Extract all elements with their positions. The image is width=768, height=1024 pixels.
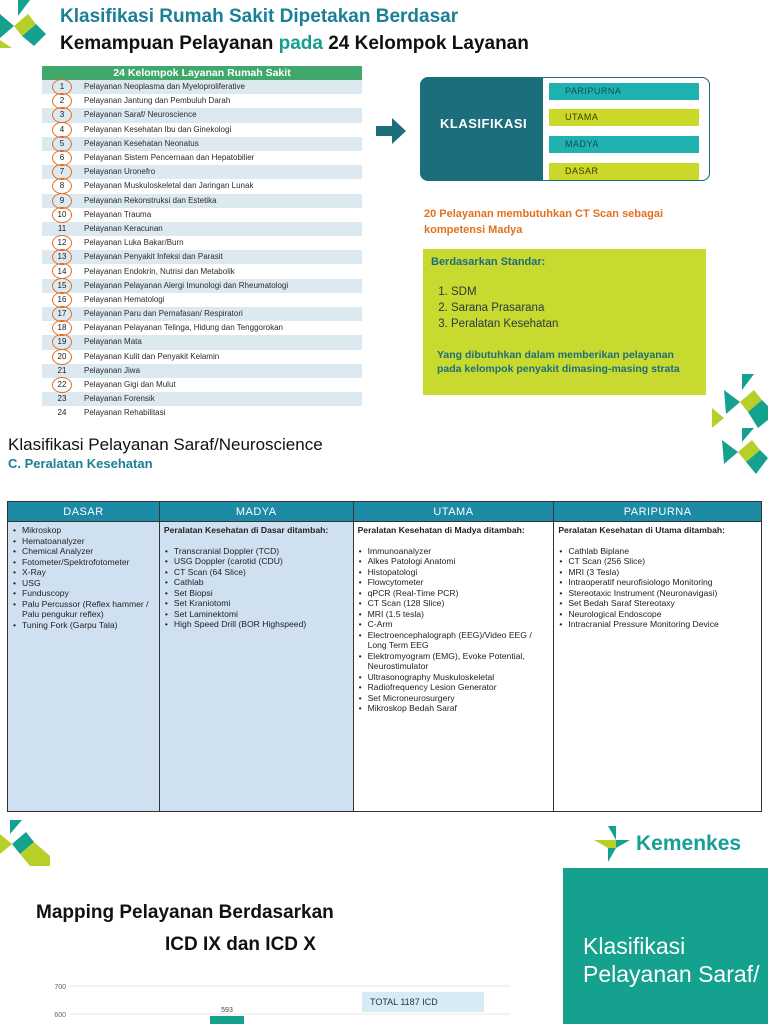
service-number: 15 <box>42 279 82 293</box>
equipment-item: • Flowcytometer <box>358 577 550 588</box>
service-number: 16 <box>42 293 82 307</box>
equipment-item: • MRI (3 Tesla) <box>558 567 757 578</box>
service-number: 6 <box>42 151 82 165</box>
equipment-item: • Cathlab <box>164 577 349 588</box>
service-number: 19 <box>42 335 82 349</box>
service-name: Pelayanan Saraf/ Neuroscience <box>82 108 362 122</box>
service-name: Pelayanan Rekonstruksi dan Estetika <box>82 194 362 208</box>
service-name: Pelayanan Keracunan <box>82 222 362 236</box>
equipment-item: • Fotometer/Spektrofotometer <box>12 557 155 568</box>
service-row <box>42 335 362 349</box>
equipment-list <box>164 546 349 630</box>
service-number: 9 <box>42 194 82 208</box>
service-name: Pelayanan Kesehatan Ibu dan Ginekologi <box>82 123 362 137</box>
service-row <box>42 307 362 321</box>
slide-hospital-classification <box>0 0 768 428</box>
column-intro: Peralatan Kesehatan di Madya ditambah: <box>357 525 525 535</box>
service-name: Pelayanan Kulit dan Penyakit Kelamin <box>82 350 362 364</box>
service-name: Pelayanan Luka Bakar/Burn <box>82 236 362 250</box>
equipment-item: • Intracranial Pressure Monitoring Device <box>558 619 757 630</box>
standard-item: 3. Peralatan Kesehatan <box>451 316 558 332</box>
equipment-list <box>358 546 550 714</box>
equipment-item: • Set Microneurosurgery <box>358 693 550 704</box>
standards-list <box>451 284 558 332</box>
equipment-item: • USG <box>12 578 155 589</box>
service-row <box>42 236 362 250</box>
equipment-item: • C-Arm <box>358 619 550 630</box>
standards-heading: Berdasarkan Standar: <box>431 256 546 268</box>
y-tick-label: 700 <box>54 984 66 991</box>
equipment-item: • Set Biopsi <box>164 588 349 599</box>
column-dasar <box>8 522 160 812</box>
classification-levels <box>542 77 710 181</box>
equipment-item: • Elektromyogram (EMG), Evoke Potential, Neurostimulator <box>358 651 550 672</box>
service-name: Pelayanan Hematologi <box>82 293 362 307</box>
equipment-item: • Set Kraniotomi <box>164 598 349 609</box>
total-icd-annotation: TOTAL 1187 ICD <box>370 997 438 1007</box>
service-row <box>42 151 362 165</box>
icd-bar-chart <box>40 978 510 1024</box>
service-number: 23 <box>42 392 82 406</box>
service-name: Pelayanan Gigi dan Mulut <box>82 378 362 392</box>
service-name: Pelayanan Trauma <box>82 208 362 222</box>
service-groups-header: 24 Kelompok Layanan Rumah Sakit <box>42 66 362 80</box>
slide-neuroscience-equipment <box>0 428 768 820</box>
header-dasar: DASAR <box>8 502 160 522</box>
service-name: Pelayanan Pelayanan Telinga, Hidung dan Tenggorokan <box>82 321 362 335</box>
service-number: 2 <box>42 94 82 108</box>
equipment-table <box>7 501 762 812</box>
kemenkes-logo-icon <box>718 428 768 474</box>
slide-mapping-icd <box>0 820 768 1024</box>
service-row <box>42 108 362 122</box>
service-number: 7 <box>42 165 82 179</box>
service-name: Pelayanan Forensik <box>82 392 362 406</box>
standard-item: 2. Sarana Prasarana <box>451 300 558 316</box>
service-number: 10 <box>42 208 82 222</box>
service-row <box>42 194 362 208</box>
service-name: Pelayanan Muskuloskeletal dan Jaringan Lunak <box>82 179 362 193</box>
kemenkes-logo-icon <box>712 374 768 428</box>
level-dasar: DASAR <box>549 163 699 180</box>
service-row <box>42 250 362 264</box>
service-name: Pelayanan Mata <box>82 335 362 349</box>
service-number: 5 <box>42 137 82 151</box>
column-utama <box>353 522 554 812</box>
service-row <box>42 378 362 392</box>
equipment-item: • Set Laminektomi <box>164 609 349 620</box>
column-madya <box>159 522 353 812</box>
service-row <box>42 279 362 293</box>
column-paripurna <box>554 522 762 812</box>
classification-box <box>420 77 710 181</box>
service-number: 13 <box>42 250 82 264</box>
equipment-item: • Transcranial Doppler (TCD) <box>164 546 349 557</box>
equipment-item: • CT Scan (256 Slice) <box>558 556 757 567</box>
service-number: 1 <box>42 80 82 94</box>
service-row <box>42 364 362 378</box>
service-name: Pelayanan Paru dan Pernafasan/ Respiratori <box>82 307 362 321</box>
service-number: 3 <box>42 108 82 122</box>
standards-box <box>423 249 706 395</box>
equipment-item: • Immunoanalyzer <box>358 546 550 557</box>
kemenkes-logo-icon <box>0 0 52 48</box>
standard-item: 1. SDM <box>451 284 558 300</box>
equipment-item: • qPCR (Real-Time PCR) <box>358 588 550 599</box>
kemenkes-logo-icon <box>0 820 50 866</box>
equipment-item: • Stereotaxic Instrument (Neuronavigasi) <box>558 588 757 599</box>
service-row <box>42 350 362 364</box>
level-paripurna: PARIPURNA <box>549 83 699 100</box>
column-intro: Peralatan Kesehatan di Dasar ditambah: <box>163 525 329 535</box>
level-utama: UTAMA <box>549 109 699 126</box>
equipment-item: • Tuning Fork (Garpu Tala) <box>12 620 155 631</box>
service-name: Pelayanan Pelayanan Alergi Imunologi dan Rheumatologi <box>82 279 362 293</box>
service-groups-body <box>42 80 362 421</box>
equipment-item: • Neurological Endoscope <box>558 609 757 620</box>
equipment-item: • CT Scan (64 Slice) <box>164 567 349 578</box>
service-row <box>42 406 362 420</box>
service-row <box>42 94 362 108</box>
equipment-item: • Hematoanalyzer <box>12 536 155 547</box>
bar-value-label: 593 <box>221 1006 233 1014</box>
service-row <box>42 137 362 151</box>
service-row <box>42 80 362 94</box>
equipment-list <box>558 546 757 630</box>
service-row <box>42 123 362 137</box>
service-number: 21 <box>42 364 82 378</box>
header-utama: UTAMA <box>353 502 554 522</box>
column-intro: Peralatan Kesehatan di Utama ditambah: <box>558 525 725 535</box>
service-row <box>42 321 362 335</box>
service-number: 18 <box>42 321 82 335</box>
service-name: Pelayanan Uronefro <box>82 165 362 179</box>
service-row <box>42 208 362 222</box>
service-name: Pelayanan Neoplasma dan Myeloproliferative <box>82 80 362 94</box>
standards-footer: Yang dibutuhkan dalam memberikan pelayanan pada kelompok penyakit dimasing-masing strata <box>437 349 680 375</box>
service-name: Pelayanan Sistem Pencernaan dan Hepatobilier <box>82 151 362 165</box>
equipment-item: • Chemical Analyzer <box>12 546 155 557</box>
mapping-title-line2: ICD IX dan ICD X <box>165 934 316 955</box>
service-name: Pelayanan Penyakit Infeksi dan Parasit <box>82 250 362 264</box>
service-groups-table <box>42 66 362 421</box>
y-tick-label: 600 <box>54 1012 66 1019</box>
equipment-item: • Radiofrequency Lesion Generator <box>358 682 550 693</box>
header-madya: MADYA <box>159 502 353 522</box>
service-name: Pelayanan Rehabilitasi <box>82 406 362 420</box>
slide2-subtitle: C. Peralatan Kesehatan <box>8 456 153 471</box>
service-row <box>42 293 362 307</box>
equipment-item: • Set Bedah Saraf Stereotaxy <box>558 598 757 609</box>
classification-panel <box>563 868 768 1024</box>
service-number: 22 <box>42 378 82 392</box>
equipment-item: • Cathlab Biplane <box>558 546 757 557</box>
equipment-item: • USG Doppler (carotid (CDU) <box>164 556 349 567</box>
service-name: Pelayanan Endokrin, Nutrisi dan Metabolik <box>82 264 362 278</box>
service-number: 24 <box>42 406 82 420</box>
equipment-item: • X-Ray <box>12 567 155 578</box>
service-name: Pelayanan Kesehatan Neonatus <box>82 137 362 151</box>
slide1-title-line2: Kemampuan Pelayanan pada 24 Kelompok Layanan <box>60 33 529 54</box>
equipment-item: • High Speed Drill (BOR Highspeed) <box>164 619 349 630</box>
service-number: 12 <box>42 236 82 250</box>
service-row <box>42 222 362 236</box>
brand-name: Kemenkes <box>636 832 742 855</box>
equipment-item: • Histopatologi <box>358 567 550 578</box>
kemenkes-logo-icon <box>594 826 630 862</box>
header-paripurna: PARIPURNA <box>554 502 762 522</box>
service-number: 14 <box>42 264 82 278</box>
service-number: 20 <box>42 350 82 364</box>
service-number: 4 <box>42 123 82 137</box>
bar <box>210 1016 244 1024</box>
equipment-item: • Mikroskop Bedah Saraf <box>358 703 550 714</box>
service-row <box>42 264 362 278</box>
classification-label: KLASIFIKASI <box>440 116 528 131</box>
equipment-item: • Electroencephalograph (EEG)/Video EEG / Long Term EEG <box>358 630 550 651</box>
service-name: Pelayanan Jantung dan Pembuluh Darah <box>82 94 362 108</box>
equipment-item: • CT Scan (128 Slice) <box>358 598 550 609</box>
equipment-item: • Ultrasonography Muskuloskeletal <box>358 672 550 683</box>
service-row <box>42 165 362 179</box>
level-madya: MADYA <box>549 136 699 153</box>
slide1-title-line1: Klasifikasi Rumah Sakit Dipetakan Berdasar <box>60 6 459 27</box>
arrow-right-icon <box>376 118 406 144</box>
service-row <box>42 179 362 193</box>
equipment-item: • Mikroskop <box>12 525 155 536</box>
equipment-list <box>12 525 155 630</box>
slide2-title: Klasifikasi Pelayanan Saraf/Neuroscience <box>8 435 323 454</box>
service-row <box>42 392 362 406</box>
ct-scan-note: 20 Pelayanan membutuhkan CT Scan sebagai kompetensi Madya <box>424 208 664 236</box>
equipment-item: • Intraoperatif neurofisiologo Monitoring <box>558 577 757 588</box>
service-number: 11 <box>42 222 82 236</box>
panel-text: Klasifikasi Pelayanan Saraf/ <box>583 933 760 987</box>
equipment-item: • Funduscopy <box>12 588 155 599</box>
mapping-title-line1: Mapping Pelayanan Berdasarkan <box>36 902 334 923</box>
service-number: 17 <box>42 307 82 321</box>
service-name: Pelayanan Jiwa <box>82 364 362 378</box>
equipment-item: • Alkes Patologi Anatomi <box>358 556 550 567</box>
equipment-item: • MRI (1.5 tesla) <box>358 609 550 620</box>
equipment-item: • Palu Percussor (Reflex hammer / Palu pengukur reflex) <box>12 599 155 620</box>
service-number: 8 <box>42 179 82 193</box>
